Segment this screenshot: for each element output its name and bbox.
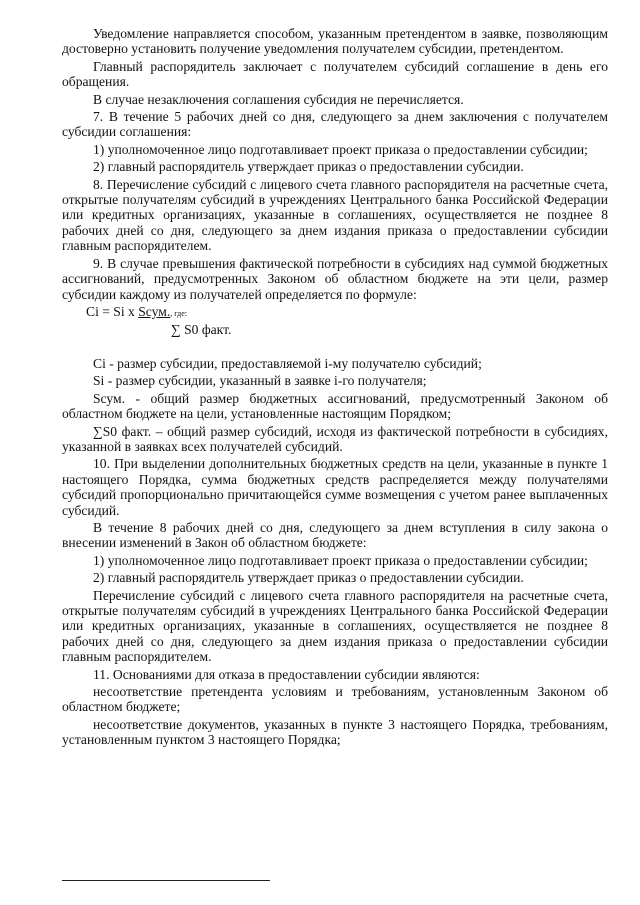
formula-numerator: Sсум.: [138, 303, 171, 319]
formula-where: , где:: [170, 308, 188, 318]
paragraph: 1) уполномоченное лицо подготавливает проект приказа о предоставлении субсидии;: [93, 552, 588, 568]
paragraph: 7. В течение 5 рабочих дней со дня, следующего за днем заключения с получателем субсидии соглашения:: [62, 109, 608, 140]
footnote-divider: [62, 880, 270, 881]
paragraph: Главный распорядитель заключает с получателем субсидий соглашение в день его обращения.: [62, 58, 608, 90]
paragraph: несоответствие документов, указанных в пункте 3 настоящего Порядка, требованиям, установленным пунктом 3 настоящего Порядка;: [62, 716, 608, 748]
paragraph: 10. При выделении дополнительных бюджетных средств на цели, указанные в пункте 1 настоящего Порядка, сумма бюджетных средств распределяется между получателями субсидий пропорционально причитающейся сумме возмещения с учетом ранее выплаченных субсидий.: [62, 456, 608, 518]
paragraph: несоответствие претендента условиям и требованиям, установленным Законом об областном бюджете;: [62, 684, 608, 715]
paragraph: 9. В случае превышения фактической потребности в субсидиях над суммой бюджетных ассигнований, предусмотренных Законом об областном бюджете на эти цели, размер субсидии каждому из получателей определяется по формуле:: [62, 255, 608, 302]
paragraph: Перечисление субсидий с лицевого счета главного распорядителя на расчетные счета, открытые получателям субсидий в учреждениях Центрального банка Российской Федерации или кредитных организациях, указанные в соглашениях, осуществляется не позднее 8 рабочих дней со дня, следующего за днем издания приказа о предоставлении субсидии главным распорядителем.: [62, 587, 608, 665]
paragraph: 2) главный распорядитель утверждает приказ о предоставлении субсидии.: [93, 570, 524, 586]
paragraph: Уведомление направляется способом, указанным претендентом в заявке, позволяющим достоверно установить получение уведомления получателем субсидии, претендентом.: [62, 26, 608, 57]
paragraph: В течение 8 рабочих дней со дня, следующего за днем вступления в силу закона о внесении изменений в Закон об областном бюджете:: [62, 519, 608, 551]
formula-denominator: ∑ S0 факт.: [171, 321, 232, 337]
paragraph: В случае незаключения соглашения субсидия не перечисляется.: [93, 91, 464, 107]
paragraph: 8. Перечисление субсидий с лицевого счета главного распорядителя на расчетные счета, открытые получателям субсидий в учреждениях Центрального банка Российской Федерации или кредитных организациях, указанные в соглашениях, осуществляется не позднее 8 рабочих дней со дня, следующего за днем издания приказа о предоставлении субсидии главным распорядителем.: [62, 176, 608, 254]
formula: [86, 304, 608, 342]
paragraph: Si - размер субсидии, указанный в заявке i-го получателя;: [93, 373, 427, 389]
document-page: [62, 26, 608, 748]
paragraph: ∑S0 факт. – общий размер субсидий, исходя из фактической потребности в субсидиях, указанной в заявках всех получателей субсидий.: [62, 423, 608, 454]
paragraph: 11. Основаниями для отказа в предоставлении субсидии являются:: [93, 666, 480, 682]
paragraph: Ci - размер субсидии, предоставляемой i-му получателю субсидий;: [93, 355, 482, 371]
paragraph: Sсум. - общий размер бюджетных ассигнований, предусмотренный Законом об областном бюджете на цели, установленные настоящим Порядком;: [62, 390, 608, 422]
paragraph: 1) уполномоченное лицо подготавливает проект приказа о предоставлении субсидии;: [93, 141, 588, 157]
formula-lhs: Ci = Si x: [86, 303, 139, 319]
paragraph: 2) главный распорядитель утверждает приказ о предоставлении субсидии.: [93, 159, 524, 175]
